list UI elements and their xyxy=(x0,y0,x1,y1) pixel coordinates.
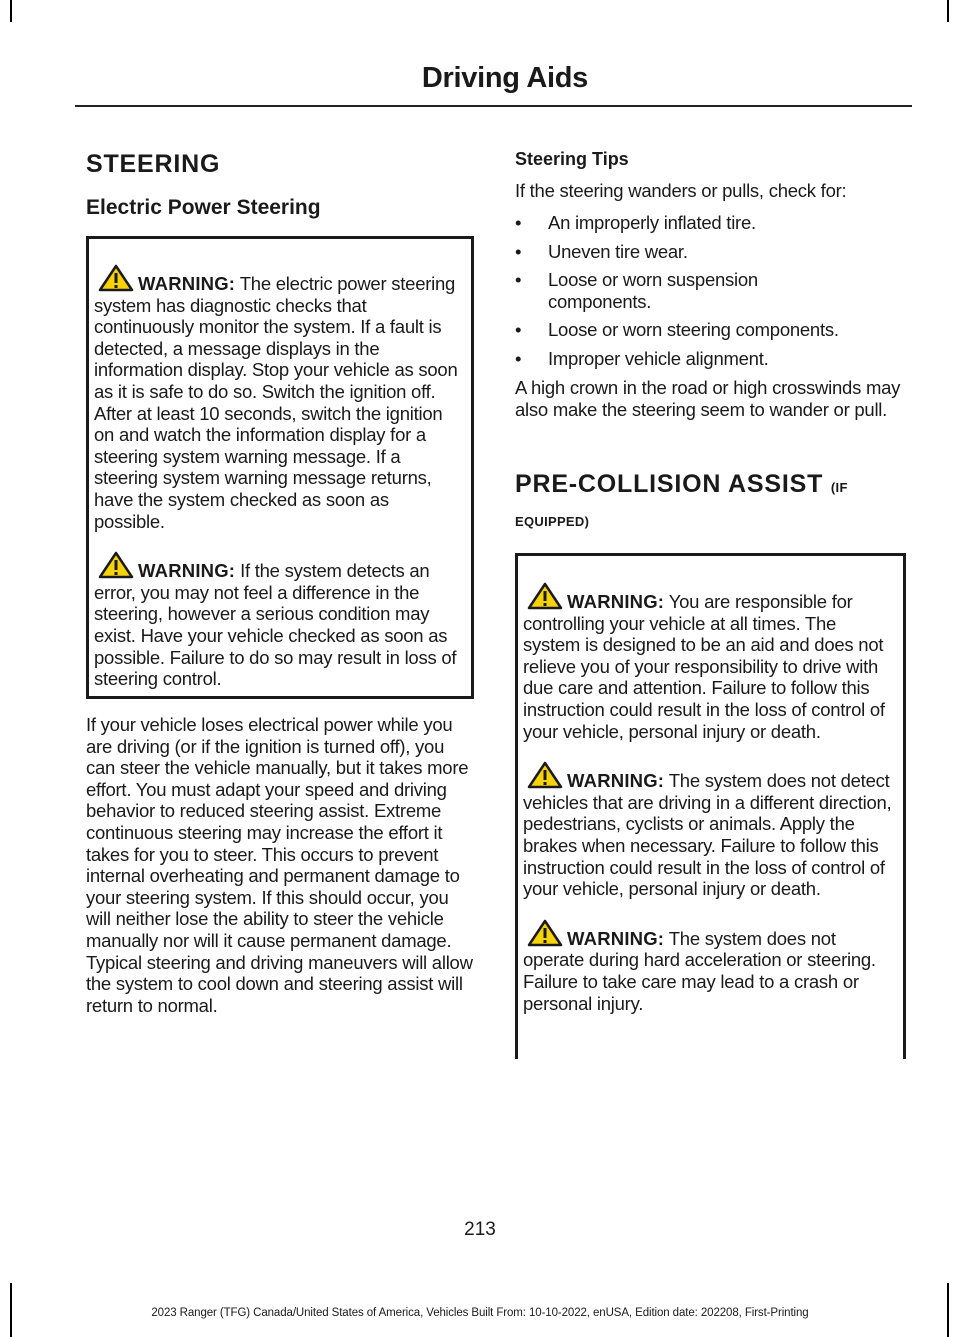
list-item: • Loose or worn steering components. xyxy=(515,319,839,341)
warning-text: The electric power steering system has diagnostic checks that continuously monitor the system. If a fault is detected, a message displays in the information display. Stop your vehicle as soon as it is safe to do so. Switch the ignition off. After at least 10 seconds, switch the ignition on and watch the information display for a steering system warning message. If a steering system warning message returns, have the system checked as soon as possible. xyxy=(94,273,458,532)
warning-paragraph xyxy=(94,551,463,690)
warning-text: If the system detects an error, you may not feel a difference in the steering, however a serious condition may exist. Have your vehicle checked as soon as possible. Failure to do so may result in loss of steering control. xyxy=(94,560,457,690)
crop-mark xyxy=(947,0,949,22)
warning-paragraph xyxy=(523,582,898,742)
warning-paragraph xyxy=(523,761,898,900)
tips-intro: If the steering wanders or pulls, check for: xyxy=(515,180,847,201)
heading-pre-collision-assist: PRE-COLLISION ASSIST (IF xyxy=(515,470,848,498)
warning-triangle-icon xyxy=(527,919,563,947)
section-title: Driving Aids xyxy=(421,62,588,94)
warning-label: WARNING: xyxy=(567,770,665,792)
warning-paragraph xyxy=(523,919,898,1014)
subheading-electric-power-steering: Electric Power Steering xyxy=(86,196,321,219)
warning-box xyxy=(86,236,474,699)
list-item: • An improperly inflated tire. xyxy=(515,212,756,233)
bullet: • xyxy=(515,212,522,233)
list-item: • Uneven tire wear. xyxy=(515,240,688,262)
warning-triangle-icon xyxy=(527,582,563,610)
if-equipped-note: (IF xyxy=(830,480,848,495)
bullet: • xyxy=(515,347,522,369)
warning-label: WARNING: xyxy=(567,591,665,612)
warning-triangle-icon xyxy=(98,551,134,579)
if-equipped-note: EQUIPPED) xyxy=(515,514,590,529)
warning-text: The system does not detect vehicles that are driving in a different direction, pedestrians, cyclists or animals. Apply the brakes when necessary. Failure to follow this instruction could result in the loss of control of your vehicle, personal injury or death. xyxy=(523,770,892,900)
warning-label: WARNING: xyxy=(567,927,665,949)
warning-triangle-icon xyxy=(527,761,563,789)
warning-triangle-icon xyxy=(98,264,134,292)
heading-steering: STEERING xyxy=(86,150,221,178)
list-item: • Loose or worn suspension components. xyxy=(515,269,758,312)
page-number: 213 xyxy=(464,1219,496,1240)
warning-box xyxy=(515,553,906,1059)
footer-edition-info: 2023 Ranger (TFG) Canada/United States of America, Vehicles Built From: 10-10-2022, enUSA, Edition date: 202208, First-Printing xyxy=(151,1307,809,1319)
warning-paragraph xyxy=(94,264,463,532)
list-item: • Improper vehicle alignment. xyxy=(515,347,769,369)
bullet: • xyxy=(515,240,522,262)
steering-tips-list xyxy=(515,212,907,377)
warning-text: The system does not operate during hard acceleration or steering. Failure to take care may lead to a crash or personal injury. xyxy=(523,927,876,1014)
crop-mark xyxy=(10,0,12,22)
subheading-steering-tips: Steering Tips xyxy=(515,149,629,169)
power-loss-paragraph: If your vehicle loses electrical power while you are driving (or if the ignition is turned off), you can steer the vehicle manually, but it takes more effort. You must adapt your speed and driving behavior to reduced steering assist. Extreme continuous steering may increase the effort it takes for you to steer. This occurs to prevent internal overheating and permanent damage to your steering system. If this should occur, you will neither lose the ability to steer the vehicle manually nor will it cause permanent damage. Typical steering and driving maneuvers will allow the system to cool down and steering assist will return to normal. xyxy=(86,714,473,1016)
warning-text: You are responsible for controlling your vehicle at all times. The system is designed to be an aid and does not relieve you of your responsibility to drive with due care and attention. Failure to follow this instruction could result in the loss of control of your vehicle, personal injury or death. xyxy=(523,591,885,742)
tips-paragraph: A high crown in the road or high crosswinds may also make the steering seem to wander or pull. xyxy=(515,377,901,420)
warning-label: WARNING: xyxy=(138,273,236,294)
header-divider xyxy=(75,105,912,107)
bullet: • xyxy=(515,319,522,341)
warning-label: WARNING: xyxy=(138,560,236,582)
bullet: • xyxy=(515,269,522,291)
